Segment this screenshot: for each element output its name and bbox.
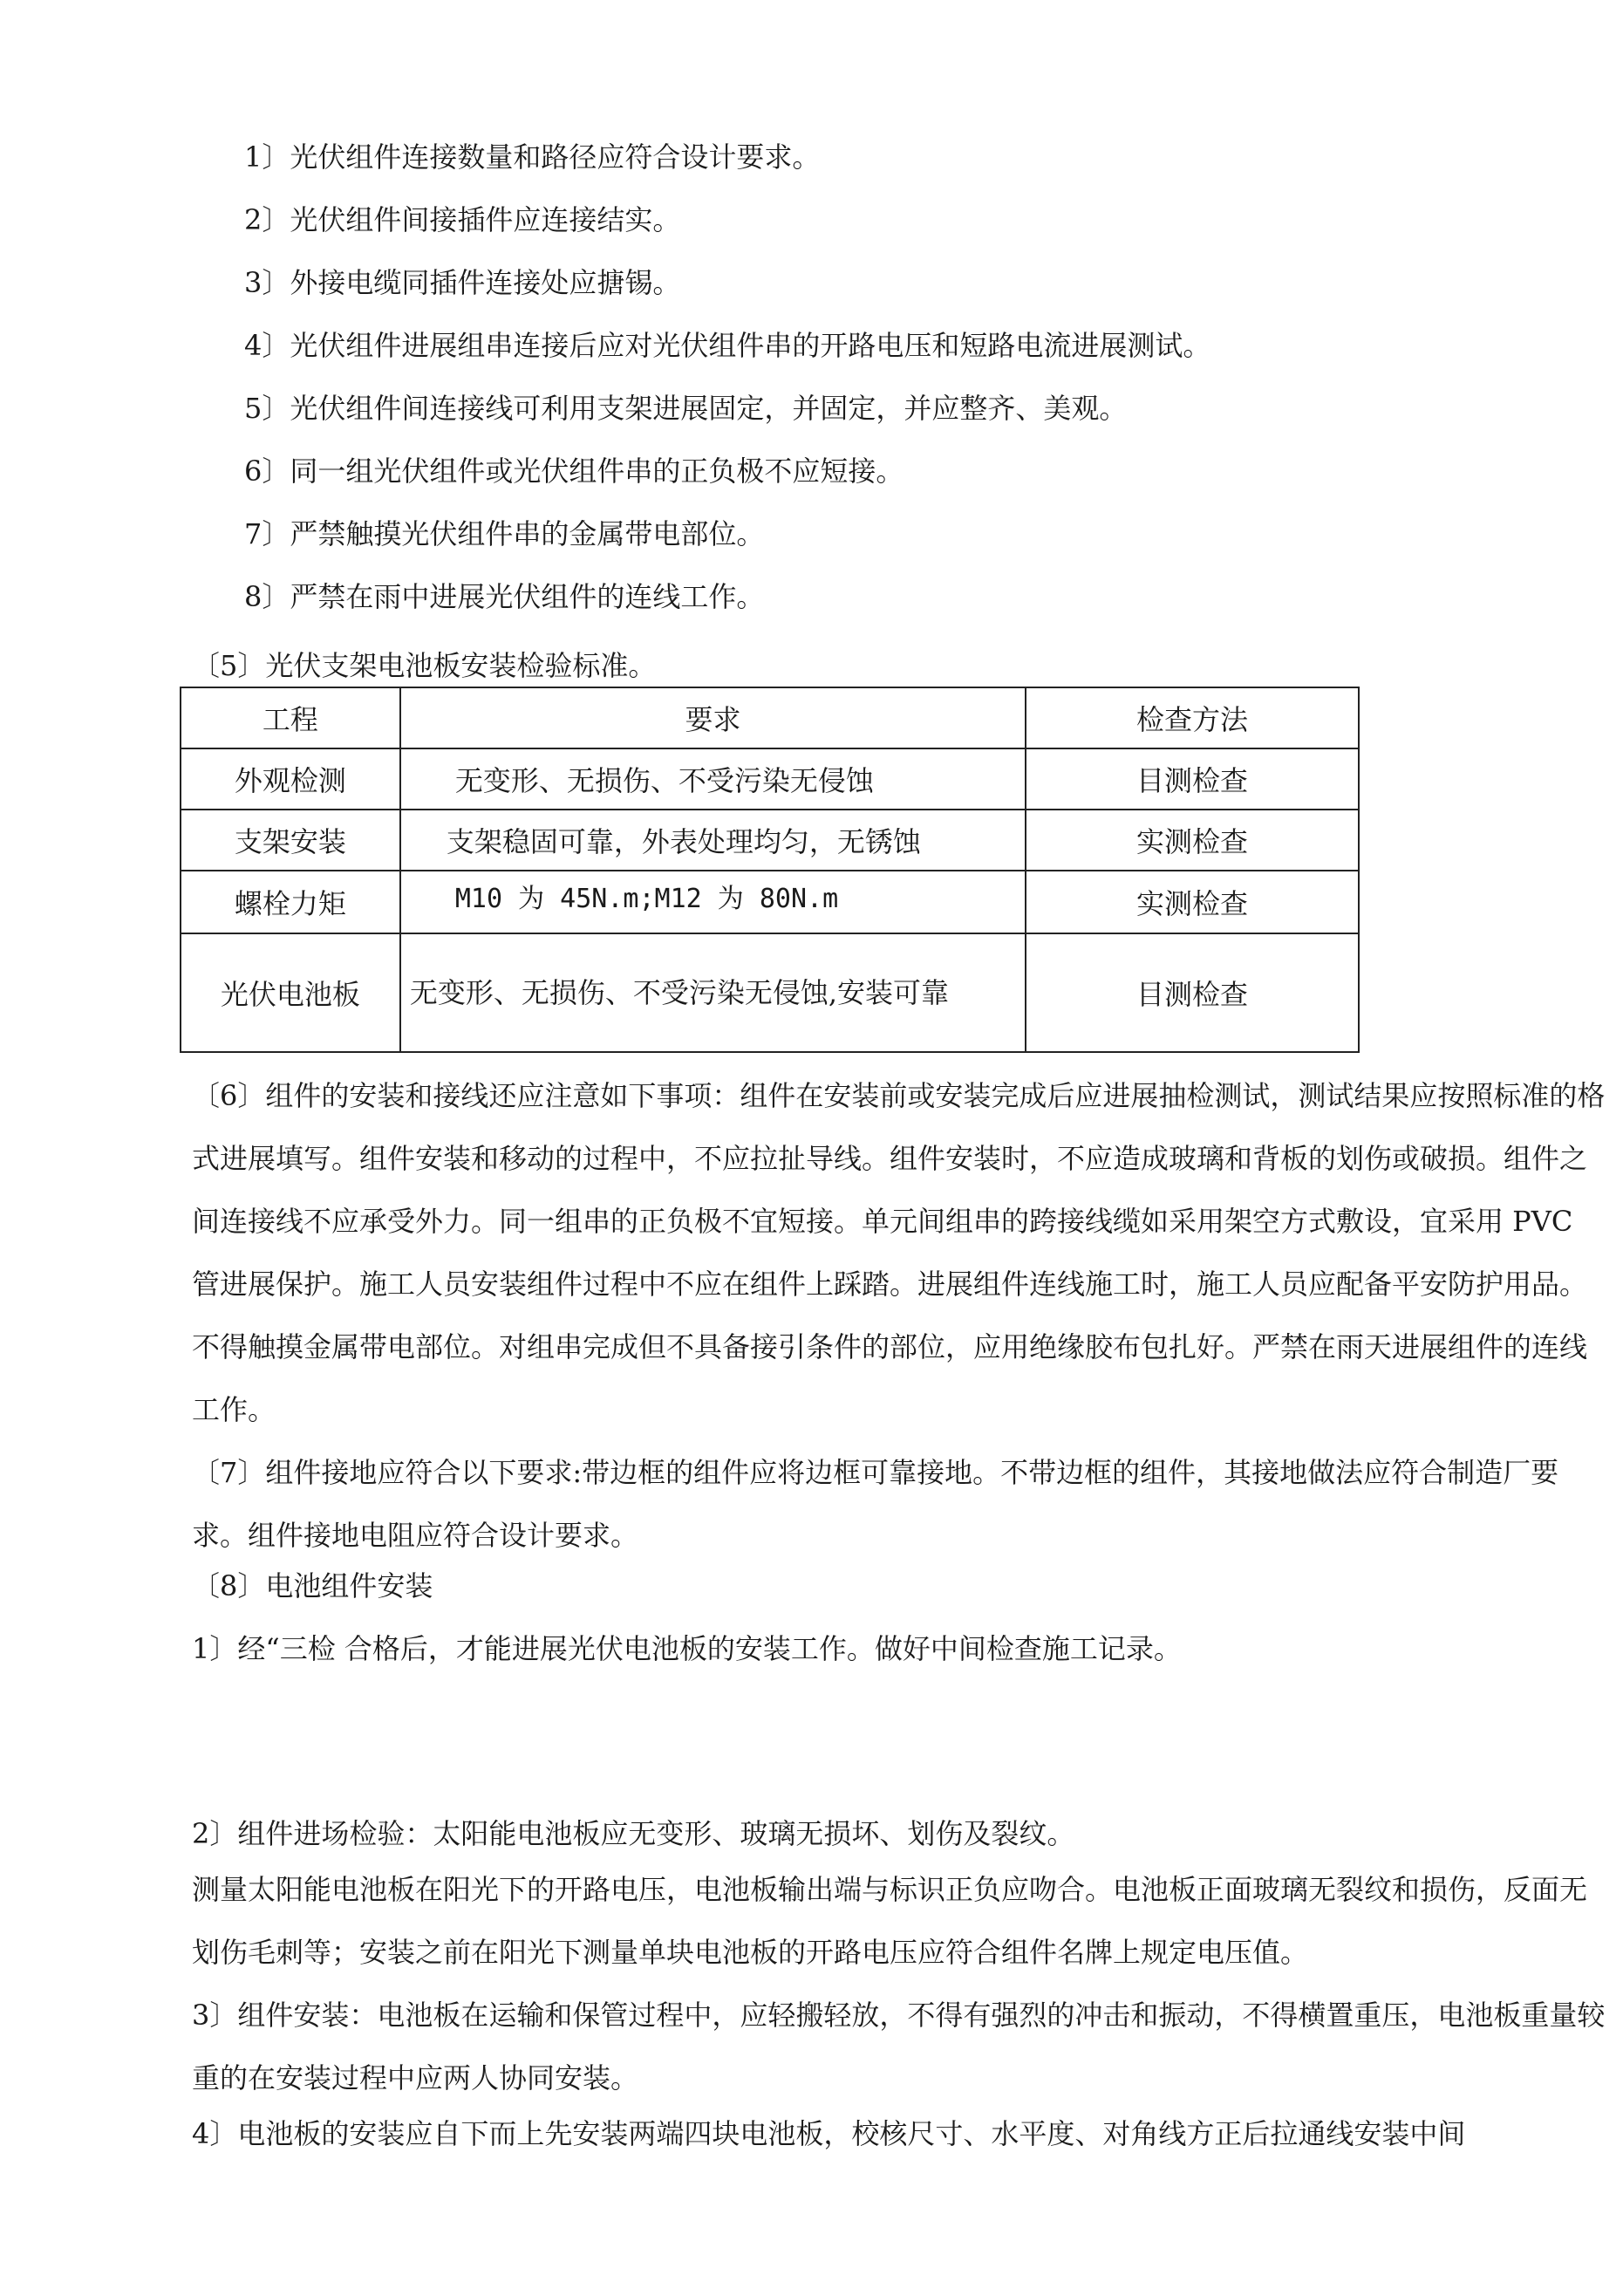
table-cell-requirement: 无变形、无损伤、不受污染无侵蚀,安装可靠 [400, 933, 1026, 1052]
table-row [181, 933, 1359, 1052]
header-requirement: 要求 [400, 687, 1026, 748]
list-item-4: 4〕光伏组件进展组串连接后应对光伏组件串的开路电压和短路电流进展测试。 [244, 329, 1211, 362]
table-cell-method: 目测检查 [1026, 748, 1359, 810]
list-item-8: 8〕严禁在雨中进展光伏组件的连线工作。 [244, 580, 765, 613]
header-method: 检查方法 [1026, 687, 1359, 748]
section-8-item-2-paragraph: 测量太阳能电池板在阳光下的开路电压，电池板输出端与标识正负应吻合。电池板正面玻璃无裂纹和损伤，反面无划伤毛刺等；安装之前在阳光下测量单块电池板的开路电压应符合组件名牌上规定电压值。 [192, 1873, 1588, 1969]
section-8-item-2-title: 2〕组件进场检验：太阳能电池板应无变形、玻璃无损坏、划伤及裂纹。 [192, 1817, 1075, 1850]
section-8-title: 〔8〕电池组件安装 [192, 1569, 433, 1602]
table-row [181, 810, 1359, 871]
table-cell-requirement: M10 为 45N.m;M12 为 80N.m [400, 871, 1026, 933]
table-header-row [181, 687, 1359, 748]
section-6-paragraph: 〔6〕组件的安装和接线还应注意如下事项：组件在安装前或安装完成后应进展抽检测试，测试结果应按照标准的格式进展填写。组件安装和移动的过程中，不应拉扯导线。组件安装时，不应造成玻璃和背板的划伤或破损。组件之间连接线不应承受外力。同一组串的正负极不宜短接。单元间组串的跨接线缆如采用架空方式敷设，宜采用 PVC 管进展保护。施工人员安装组件过程中不应在组件上踩踏。进展组件连线施工时，施工人员应配备平安防护用品。不得触摸金属带电部位。对组串完成但不具备接引条件的部位，应用绝缘胶布包扎好。严禁在雨天进展组件的连线工作。 [192, 1079, 1606, 1426]
table-row [181, 871, 1359, 933]
section-7-paragraph: 〔7〕组件接地应符合以下要求:带边框的组件应将边框可靠接地。不带边框的组件，其接地做法应符合制造厂要求。组件接地电阻应符合设计要求。 [192, 1456, 1559, 1552]
section-8-item-4-paragraph: 4〕电池板的安装应自下而上先安装两端四块电池板，校核尺寸、水平度、对角线方正后拉通线安装中间 [192, 2117, 1466, 2150]
table-cell-requirement: 支架稳固可靠，外表处理均匀，无锈蚀 [400, 810, 1026, 871]
table-cell-item: 外观检测 [181, 748, 400, 810]
list-item-3: 3〕外接电缆同插件连接处应搪锡。 [244, 266, 681, 299]
section-5-title: 〔5〕光伏支架电池板安装检验标准。 [192, 649, 657, 682]
table-cell-method: 目测检查 [1026, 933, 1359, 1052]
table-cell-requirement: 无变形、无损伤、不受污染无侵蚀 [400, 748, 1026, 810]
list-item-2: 2〕光伏组件间接插件应连接结实。 [244, 203, 681, 236]
list-item-1: 1〕光伏组件连接数量和路径应符合设计要求。 [244, 140, 821, 174]
list-item-7: 7〕严禁触摸光伏组件串的金属带电部位。 [244, 517, 765, 550]
table-cell-method: 实测检查 [1026, 810, 1359, 871]
header-item: 工程 [181, 687, 400, 748]
table-cell-item: 螺栓力矩 [181, 871, 400, 933]
inspection-standard-table [180, 687, 1360, 1053]
table-cell-method: 实测检查 [1026, 871, 1359, 933]
table-cell-item: 光伏电池板 [181, 933, 400, 1052]
list-item-6: 6〕同一组光伏组件或光伏组件串的正负极不应短接。 [244, 454, 904, 488]
section-8-item-1: 1〕经“三检 合格后，才能进展光伏电池板的安装工作。做好中间检查施工记录。 [192, 1632, 1182, 1665]
table-cell-item: 支架安装 [181, 810, 400, 871]
section-8-item-3-paragraph: 3〕组件安装：电池板在运输和保管过程中，应轻搬轻放，不得有强烈的冲击和振动，不得横置重压，电池板重量较重的在安装过程中应两人协同安装。 [192, 1999, 1606, 2094]
table-row [181, 748, 1359, 810]
list-item-5: 5〕光伏组件间连接线可利用支架进展固定，并固定，并应整齐、美观。 [244, 392, 1128, 425]
